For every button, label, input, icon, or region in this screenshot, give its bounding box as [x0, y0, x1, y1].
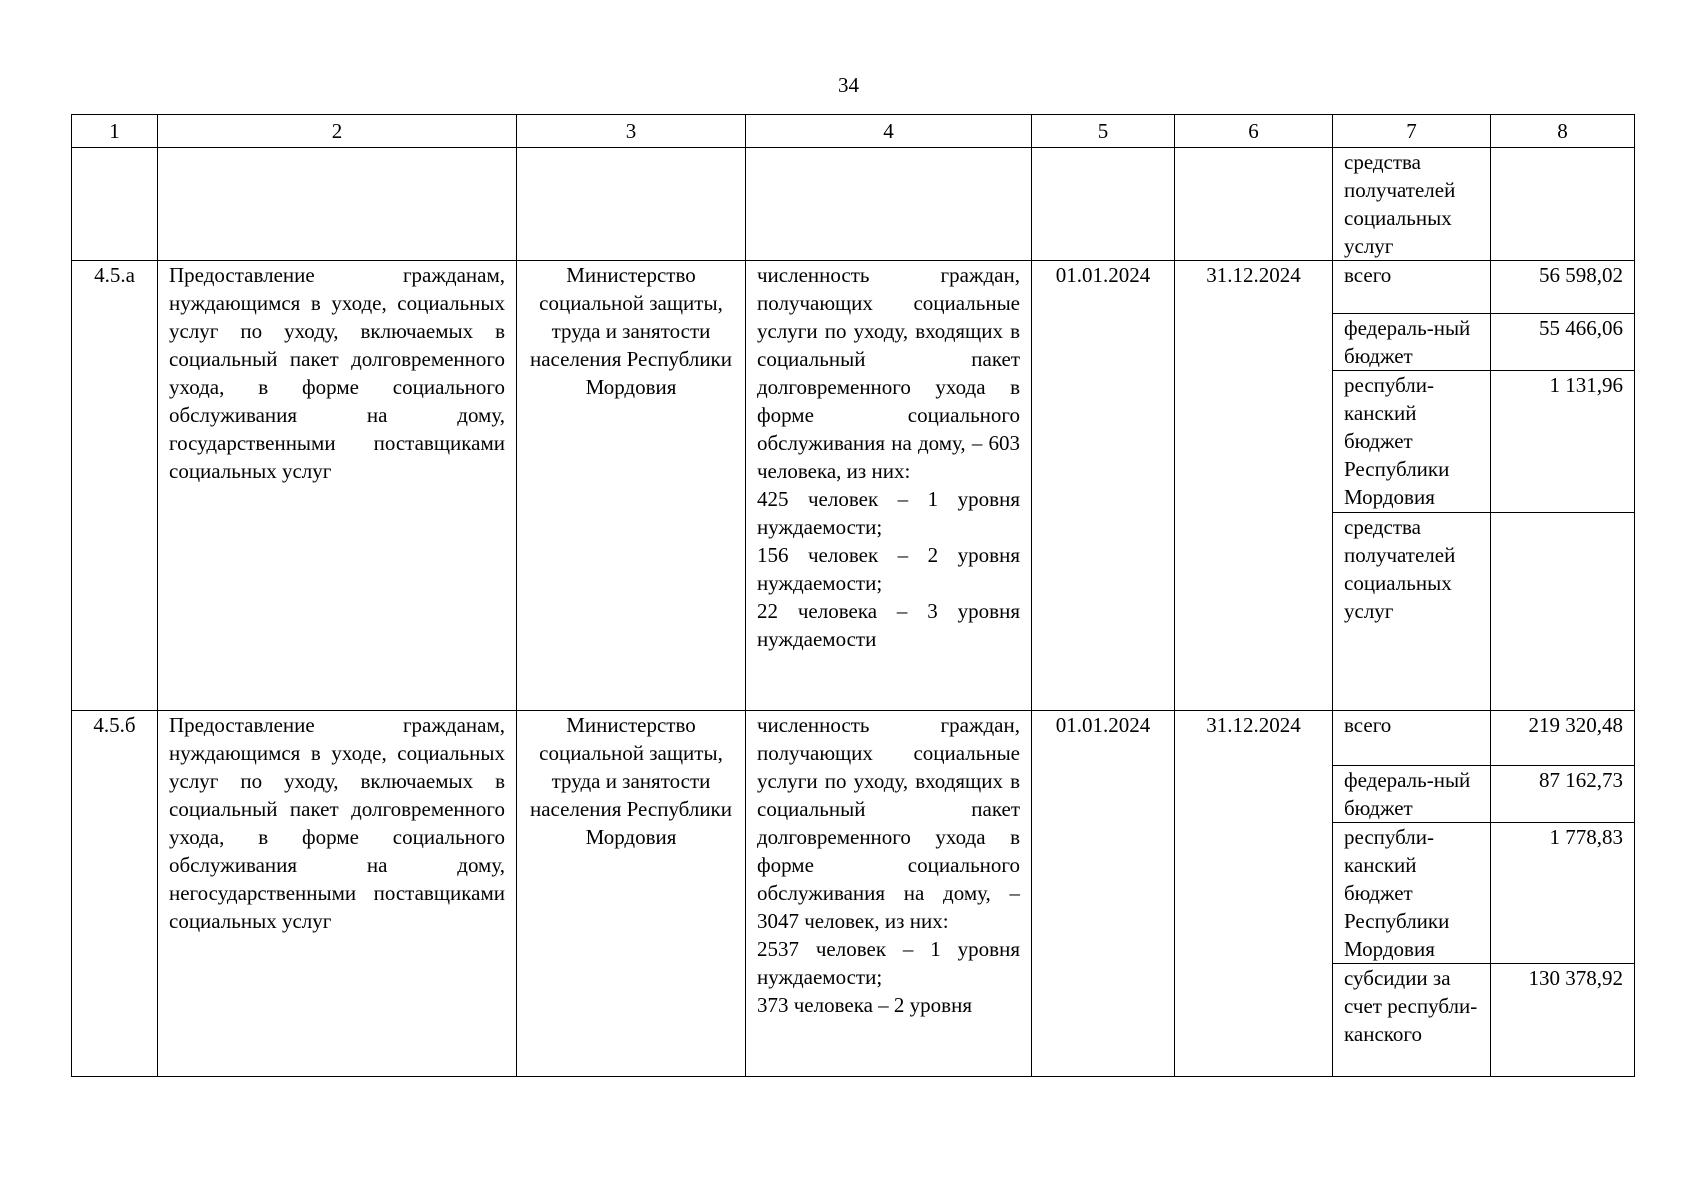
funding-amount: 55 466,06 [1491, 314, 1635, 371]
indicator-line: 373 человека – 2 уровня [757, 993, 972, 1017]
funding-amount: 56 598,02 [1491, 261, 1635, 314]
measure-title: Предоставление гражданам, нуждающимся в уходе, социальных услуг по уходу, включаемых в социальный пакет долговременного ухода, в форме социального обслуживания на дому, государственными поставщиками социальных услуг [158, 261, 517, 711]
funding-source: субсидии за счет республи-канского [1333, 964, 1491, 1077]
funding-amount: 130 378,92 [1491, 964, 1635, 1077]
funding-source: средства получателей социальных услуг [1333, 148, 1491, 261]
cont-cell-1 [72, 148, 158, 261]
start-date: 01.01.2024 [1032, 711, 1175, 1077]
cont-cell-4 [746, 148, 1032, 261]
header-col-4: 4 [746, 115, 1032, 148]
funding-source: республи-канский бюджет Республики Мордовия [1333, 823, 1491, 964]
header-col-6: 6 [1175, 115, 1333, 148]
cont-cell-6 [1175, 148, 1333, 261]
header-col-7: 7 [1333, 115, 1491, 148]
funding-source: всего [1333, 711, 1491, 766]
start-date: 01.01.2024 [1032, 261, 1175, 711]
table-row [72, 261, 1635, 314]
cont-cell-5 [1032, 148, 1175, 261]
indicator-line: 22 человека – 3 уровня нуждаемости [757, 599, 1020, 651]
row-number: 4.5.а [72, 261, 158, 711]
header-col-5: 5 [1032, 115, 1175, 148]
funding-amount [1491, 513, 1635, 711]
funding-source: республи-канский бюджет Республики Мордовия [1333, 371, 1491, 513]
indicator-line: 156 человек – 2 уровня нуждаемости; [757, 543, 1020, 595]
page-number: 34 [838, 73, 859, 97]
executor: Министерство социальной защиты, труда и занятости населения Республики Мордовия [517, 261, 746, 711]
indicator [746, 711, 1032, 1077]
continuation-row [72, 148, 1635, 261]
header-col-8: 8 [1491, 115, 1635, 148]
indicator [746, 261, 1032, 711]
row-number: 4.5.б [72, 711, 158, 1077]
header-row [72, 115, 1635, 148]
measure-title: Предоставление гражданам, нуждающимся в уходе, социальных услуг по уходу, включаемых в социальный пакет долговременного ухода, в форме социального обслуживания на дому, негосударственными поставщиками социальных услуг [158, 711, 517, 1077]
funding-amount: 1 778,83 [1491, 823, 1635, 964]
funding-source: федераль-ный бюджет [1333, 314, 1491, 371]
funding-amount: 219 320,48 [1491, 711, 1635, 766]
header-col-3: 3 [517, 115, 746, 148]
funding-source: средства получателей социальных услуг [1333, 513, 1491, 711]
program-table [71, 114, 1635, 1077]
header-col-2: 2 [158, 115, 517, 148]
funding-amount: 1 131,96 [1491, 371, 1635, 513]
cont-cell-3 [517, 148, 746, 261]
end-date: 31.12.2024 [1175, 261, 1333, 711]
end-date: 31.12.2024 [1175, 711, 1333, 1077]
cont-cell-8 [1491, 148, 1635, 261]
funding-source: федераль-ный бюджет [1333, 766, 1491, 823]
indicator-line: 425 человек – 1 уровня нуждаемости; [757, 487, 1020, 539]
cont-cell-2 [158, 148, 517, 261]
indicator-line: численность граждан, получающих социальные услуги по уходу, входящих в социальный пакет долговременного ухода в форме социального обслуживания на дому, – 603 человека, из них: [757, 263, 1020, 483]
executor: Министерство социальной защиты, труда и занятости населения Республики Мордовия [517, 711, 746, 1077]
indicator-line: 2537 человек – 1 уровня нуждаемости; [757, 937, 1020, 989]
funding-source: всего [1333, 261, 1491, 314]
funding-amount: 87 162,73 [1491, 766, 1635, 823]
indicator-line: численность граждан, получающих социальные услуги по уходу, входящих в социальный пакет долговременного ухода в форме социального обслуживания на дому, – 3047 человек, из них: [757, 713, 1020, 933]
table-row [72, 711, 1635, 766]
header-col-1: 1 [72, 115, 158, 148]
